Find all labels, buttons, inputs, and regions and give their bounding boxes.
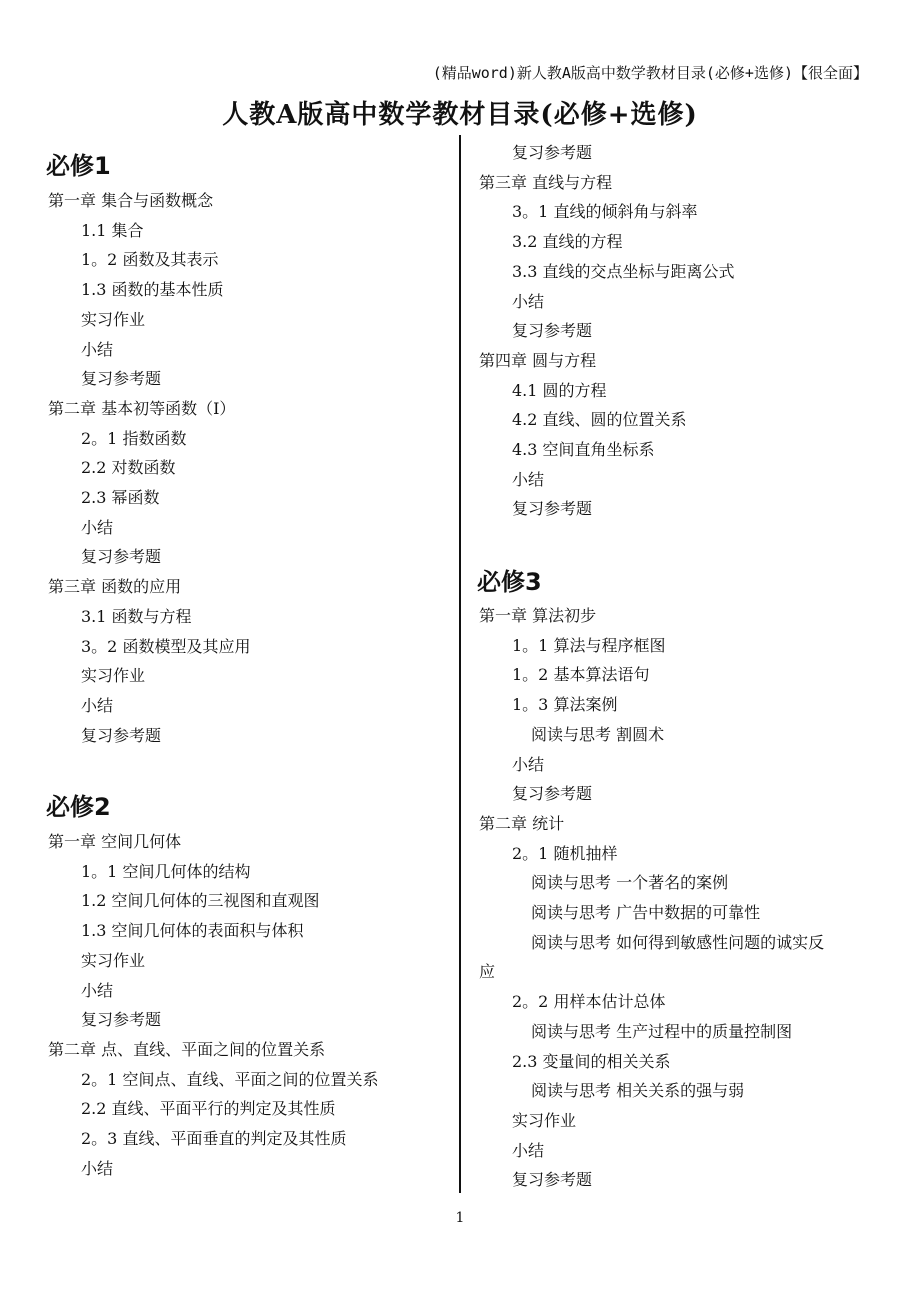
- toc-entry: 2.3 变量间的相关关系: [512, 1051, 671, 1071]
- toc-entry: 2。1 指数函数: [81, 428, 187, 448]
- chapter-title: 第三章 直线与方程: [479, 172, 613, 192]
- toc-entry: 小结: [512, 1140, 545, 1160]
- toc-entry: 2.3 幂函数: [81, 488, 160, 507]
- section-heading-bixiu3: 必修3: [477, 568, 542, 596]
- toc-entry: 实习作业: [512, 1110, 577, 1130]
- toc-entry: 3。2 函数模型及其应用: [81, 636, 251, 656]
- chapter-title: 第三章 函数的应用: [48, 577, 182, 597]
- toc-entry: 复习参考题: [512, 784, 593, 804]
- toc-entry: 阅读与思考 生产过程中的质量控制图: [531, 1021, 793, 1041]
- section-heading-bixiu1: 必修1: [46, 152, 111, 180]
- toc-entry: 1.2 空间几何体的三视图和直观图: [81, 891, 320, 911]
- toc-entry: 复习参考题: [81, 547, 162, 567]
- column-divider: [459, 135, 461, 1193]
- toc-entry: 1。3 算法案例: [512, 695, 618, 715]
- toc-entry: 小结: [81, 1158, 114, 1178]
- toc-entry: 1.3 空间几何体的表面积与体积: [81, 921, 304, 941]
- toc-entry: 小结: [512, 469, 545, 489]
- toc-entry: 阅读与思考 割圆术: [531, 724, 665, 744]
- toc-entry: 复习参考题: [512, 143, 593, 162]
- document-header: (精品word)新人教A版高中数学教材目录(必修+选修)【很全面】: [432, 64, 868, 82]
- toc-entry: 3。1 直线的倾斜角与斜率: [512, 202, 698, 222]
- toc-entry: 1。1 算法与程序框图: [512, 635, 666, 655]
- toc-entry: 4.2 直线、圆的位置关系: [512, 410, 687, 430]
- chapter-title: 第二章 统计: [479, 813, 565, 833]
- toc-entry: 小结: [512, 291, 545, 311]
- toc-entry: 实习作业: [81, 950, 146, 970]
- toc-entry: 2。3 直线、平面垂直的判定及其性质: [81, 1129, 347, 1148]
- toc-entry: 1.1 集合: [81, 220, 144, 240]
- chapter-title: 第二章 基本初等函数（Ⅰ）: [48, 398, 236, 418]
- toc-entry: 复习参考题: [512, 499, 593, 519]
- page-number: 1: [455, 1210, 465, 1226]
- toc-entry: 3.3 直线的交点坐标与距离公式: [512, 261, 735, 281]
- toc-entry: 1。2 基本算法语句: [512, 665, 650, 685]
- chapter-title: 第二章 点、直线、平面之间的位置关系: [48, 1039, 326, 1059]
- toc-entry: 复习参考题: [512, 1170, 593, 1190]
- chapter-title: 第四章 圆与方程: [479, 350, 597, 370]
- document-title: 人教A版高中数学教材目录(必修+选修): [222, 100, 698, 130]
- toc-entry: 小结: [512, 754, 545, 774]
- toc-entry: 2.2 对数函数: [81, 458, 176, 478]
- toc-entry: 阅读与思考 相关关系的强与弱: [531, 1081, 745, 1101]
- toc-entry: 实习作业: [81, 666, 146, 686]
- toc-entry: 复习参考题: [81, 725, 162, 745]
- toc-entry: 复习参考题: [81, 1010, 162, 1030]
- toc-entry: 2。1 随机抽样: [512, 843, 618, 863]
- chapter-title: 第一章 集合与函数概念: [48, 191, 214, 210]
- toc-entry: 1。1 空间几何体的结构: [81, 861, 251, 881]
- toc-entry: 4.1 圆的方程: [512, 380, 607, 400]
- toc-entry: 阅读与思考 广告中数据的可靠性: [531, 903, 761, 922]
- toc-entry: 小结: [81, 980, 114, 1000]
- toc-entry: 1.3 函数的基本性质: [81, 280, 224, 300]
- toc-entry: 1。2 函数及其表示: [81, 250, 219, 270]
- section-heading-bixiu2: 必修2: [46, 793, 111, 821]
- toc-entry: 2.2 直线、平面平行的判定及其性质: [81, 1099, 336, 1119]
- toc-entry: 3.2 直线的方程: [512, 232, 623, 252]
- toc-entry: 阅读与思考 如何得到敏感性问题的诚实反: [531, 932, 825, 952]
- toc-entry: 复习参考题: [81, 369, 162, 389]
- toc-entry: 3.1 函数与方程: [81, 606, 192, 626]
- chapter-title: 第一章 空间几何体: [48, 832, 182, 851]
- toc-entry: 阅读与思考 一个著名的案例: [531, 873, 729, 893]
- toc-entry: 小结: [81, 339, 114, 359]
- chapter-title: 第一章 算法初步: [479, 606, 597, 625]
- toc-entry: 2。2 用样本估计总体: [512, 992, 666, 1012]
- toc-entry: 实习作业: [81, 309, 146, 329]
- toc-entry: 2。1 空间点、直线、平面之间的位置关系: [81, 1069, 379, 1089]
- toc-entry: 4.3 空间直角坐标系: [512, 440, 655, 459]
- toc-entry: 复习参考题: [512, 321, 593, 341]
- toc-entry: 小结: [81, 517, 114, 537]
- toc-entry: 小结: [81, 695, 114, 715]
- toc-entry: 应: [479, 962, 496, 982]
